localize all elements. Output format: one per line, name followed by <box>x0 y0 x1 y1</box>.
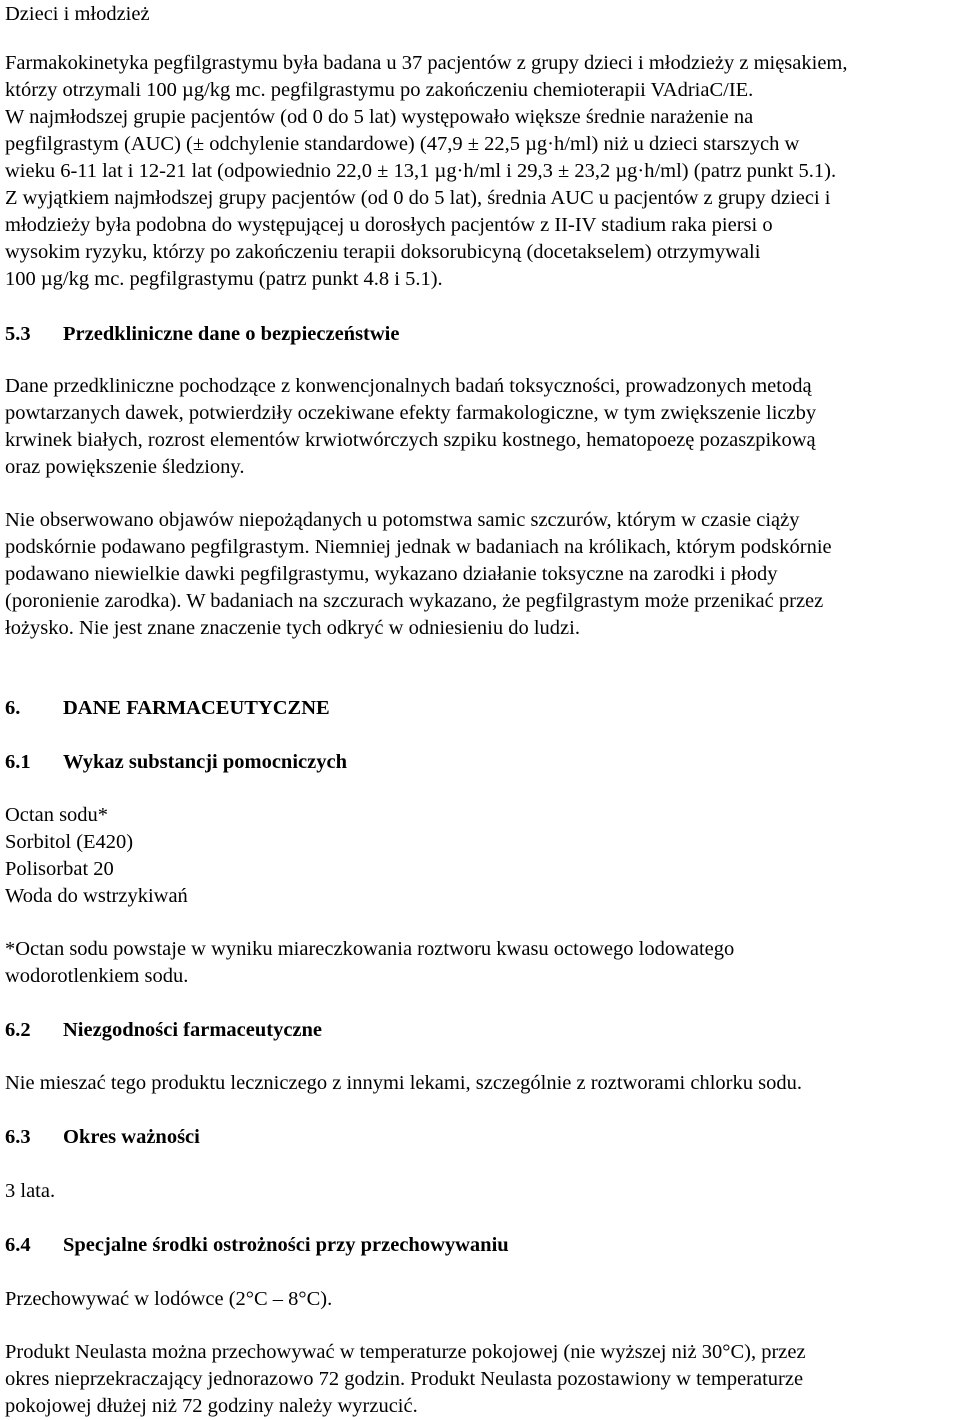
text-line: oraz powiększenie śledziony. <box>5 456 245 478</box>
pk-paragraph <box>5 50 955 293</box>
text-line: wysokim ryzyku, którzy po zakończeniu terapii doksorubicyną (docetakselem) otrzymywali <box>5 241 761 263</box>
section-6-3-heading <box>5 1124 955 1151</box>
text-line: powtarzanych dawek, potwierdziły oczekiwane efekty farmakologiczne, w tym zwiększenie liczby <box>5 402 817 424</box>
text-line: (poronienie zarodka). W badaniach na szczurach wykazano, że pegfilgrastym może przenikać przez <box>5 590 824 612</box>
text-line: 100 µg/kg mc. pegfilgrastymu (patrz punkt 4.8 i 5.1). <box>5 268 443 290</box>
section-6-heading <box>5 695 955 722</box>
text-line: Produkt Neulasta można przechowywać w temperaturze pokojowej (nie wyższej niż 30°C), przez <box>5 1341 806 1363</box>
section-number: 5.3 <box>5 323 31 345</box>
text-line: krwinek białych, rozrost elementów krwiotwórczych szpiku kostnego, hematopoezę pozaszpikową <box>5 429 816 451</box>
text-line: okres nieprzekraczający jednorazowo 72 godzin. Produkt Neulasta pozostawiony w temperaturze <box>5 1368 804 1390</box>
excipients-list <box>5 802 955 910</box>
text-line: *Octan sodu powstaje w wyniku miareczkowania roztworu kwasu octowego lodowatego <box>5 938 735 960</box>
text-line: pokojowej dłużej niż 72 godziny należy wyrzucić. <box>5 1395 418 1417</box>
text-line: Z wyjątkiem najmłodszej grupy pacjentów (od 0 do 5 lat), średnia AUC u pacjentów z grupy dzieci i <box>5 187 831 209</box>
section-number: 6.2 <box>5 1019 31 1041</box>
list-item: Polisorbat 20 <box>5 858 114 880</box>
section-title: Wykaz substancji pomocniczych <box>63 751 347 773</box>
list-item: Woda do wstrzykiwań <box>5 885 188 907</box>
section-5-3-paragraph-1 <box>5 373 955 481</box>
text-line: którzy otrzymali 100 µg/kg mc. pegfilgrastymu po zakończeniu chemioterapii VAdriaC/IE. <box>5 79 754 101</box>
section-title: DANE FARMACEUTYCZNE <box>63 697 330 719</box>
text-line: wodorotlenkiem sodu. <box>5 965 189 987</box>
section-number: 6.4 <box>5 1234 31 1256</box>
text-line: podskórnie podawano pegfilgrastym. Niemniej jednak w badaniach na królikach, którym podskórnie <box>5 536 832 558</box>
text-line: podawano niewielkie dawki pegfilgrastymu, wykazano działanie toksyczne na zarodki i płody <box>5 563 778 585</box>
section-title: Specjalne środki ostrożności przy przechowywaniu <box>63 1234 509 1256</box>
section-6-2-text: Nie mieszać tego produktu leczniczego z innymi lekami, szczególnie z roztworami chlorku sodu. <box>5 1072 802 1094</box>
text-line: W najmłodszej grupie pacjentów (od 0 do 5 lat) występowało większe średnie narażenie na <box>5 106 754 128</box>
section-number: 6.1 <box>5 751 31 773</box>
text-line: Farmakokinetyka pegfilgrastymu była badana u 37 pacjentów z grupy dzieci i młodzieży z mięsakiem, <box>5 52 848 74</box>
section-title: Okres ważności <box>63 1126 200 1148</box>
section-6-4-paragraph-2 <box>5 1339 955 1420</box>
excipients-footnote <box>5 936 955 990</box>
section-5-3-heading <box>5 321 955 348</box>
section-title: Przedkliniczne dane o bezpieczeństwie <box>63 323 400 345</box>
section-6-3-text: 3 lata. <box>5 1180 56 1202</box>
section-6-4-heading <box>5 1232 955 1259</box>
section-6-4-text-1: Przechowywać w lodówce (2°C – 8°C). <box>5 1288 333 1310</box>
section-6-1-heading <box>5 749 955 776</box>
text-line: pegfilgrastym (AUC) (± odchylenie standardowe) (47,9 ± 22,5 µg·h/ml) niż u dzieci starszych w <box>5 133 800 155</box>
list-item: Sorbitol (E420) <box>5 831 134 853</box>
subsection-title: Dzieci i młodzież <box>5 3 150 25</box>
section-5-3-paragraph-2 <box>5 507 955 642</box>
text-line: łożysko. Nie jest znane znaczenie tych odkryć w odniesieniu do ludzi. <box>5 617 580 639</box>
list-item: Octan sodu* <box>5 804 109 826</box>
text-line: wieku 6-11 lat i 12-21 lat (odpowiednio 22,0 ± 13,1 µg·h/ml i 29,3 ± 23,2 µg·h/ml) (patrz punkt 5.1). <box>5 160 837 182</box>
text-line: młodzieży była podobna do występującej u dorosłych pacjentów z II-IV stadium raka piersi o <box>5 214 773 236</box>
section-title: Niezgodności farmaceutyczne <box>63 1019 323 1041</box>
section-6-2-heading <box>5 1017 955 1044</box>
section-number: 6. <box>5 697 21 719</box>
text-line: Dane przedkliniczne pochodzące z konwencjonalnych badań toksyczności, prowadzonych metodą <box>5 375 812 397</box>
text-line: Nie obserwowano objawów niepożądanych u potomstwa samic szczurów, którym w czasie ciąży <box>5 509 800 531</box>
section-number: 6.3 <box>5 1126 31 1148</box>
